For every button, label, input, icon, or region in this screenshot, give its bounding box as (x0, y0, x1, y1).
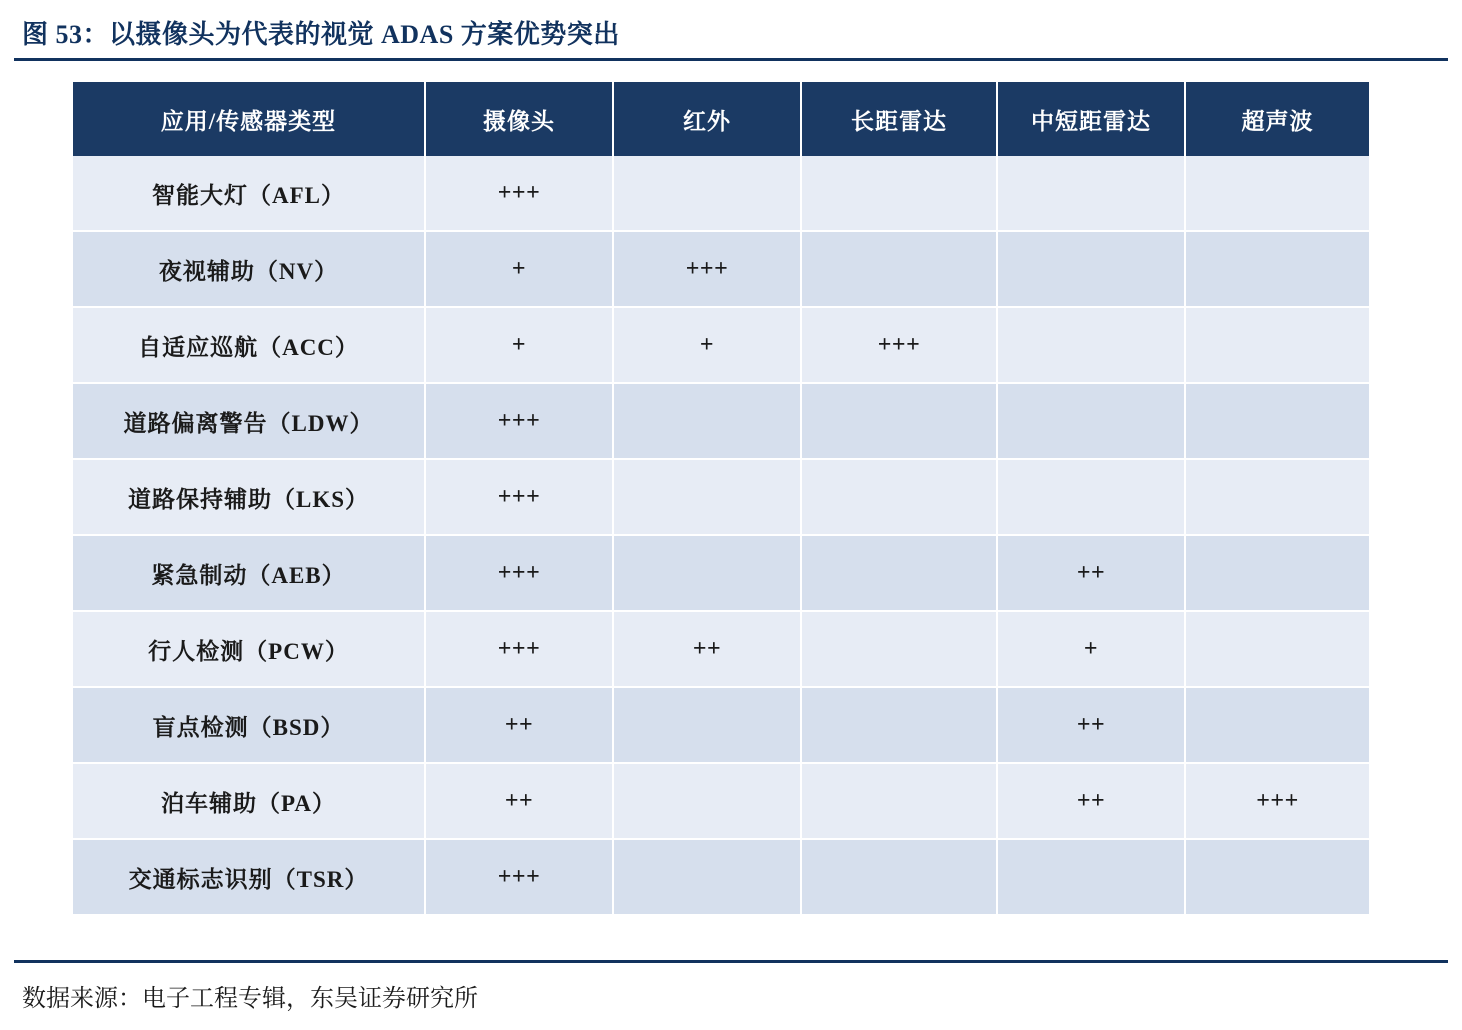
cell-ultrasonic (1185, 687, 1369, 763)
cell-camera: +++ (425, 383, 613, 459)
cell-long-range-radar (801, 231, 997, 307)
cell-camera: +++ (425, 611, 613, 687)
column-header-long-range-radar: 长距雷达 (801, 82, 997, 156)
cell-ultrasonic (1185, 535, 1369, 611)
cell-long-range-radar (801, 156, 997, 231)
cell-long-range-radar (801, 839, 997, 915)
table-row (73, 611, 1369, 687)
adas-table-container (73, 82, 1369, 916)
table-row (73, 535, 1369, 611)
table-row (73, 459, 1369, 535)
adas-comparison-table (73, 82, 1369, 916)
table-row (73, 307, 1369, 383)
cell-long-range-radar (801, 611, 997, 687)
cell-camera: +++ (425, 839, 613, 915)
top-divider (14, 58, 1448, 61)
row-label: 行人检测（PCW） (73, 611, 425, 687)
row-label: 道路偏离警告（LDW） (73, 383, 425, 459)
row-label: 道路保持辅助（LKS） (73, 459, 425, 535)
table-row (73, 231, 1369, 307)
cell-camera: +++ (425, 535, 613, 611)
table-body (73, 156, 1369, 915)
row-label: 交通标志识别（TSR） (73, 839, 425, 915)
cell-ultrasonic (1185, 459, 1369, 535)
cell-camera: ++ (425, 687, 613, 763)
cell-ultrasonic (1185, 383, 1369, 459)
table-row (73, 763, 1369, 839)
row-label: 盲点检测（BSD） (73, 687, 425, 763)
table-header-row (73, 82, 1369, 156)
cell-mid-short-radar: ++ (997, 535, 1185, 611)
column-header-infrared: 红外 (613, 82, 801, 156)
cell-camera: + (425, 231, 613, 307)
cell-camera: +++ (425, 459, 613, 535)
cell-mid-short-radar (997, 231, 1185, 307)
cell-ultrasonic (1185, 231, 1369, 307)
cell-camera: + (425, 307, 613, 383)
table-header (73, 82, 1369, 156)
table-row (73, 839, 1369, 915)
cell-long-range-radar (801, 687, 997, 763)
row-label: 自适应巡航（ACC） (73, 307, 425, 383)
cell-infrared (613, 383, 801, 459)
cell-long-range-radar (801, 535, 997, 611)
row-label: 紧急制动（AEB） (73, 535, 425, 611)
cell-mid-short-radar: + (997, 611, 1185, 687)
cell-ultrasonic (1185, 156, 1369, 231)
cell-mid-short-radar (997, 307, 1185, 383)
cell-infrared (613, 839, 801, 915)
column-header-camera: 摄像头 (425, 82, 613, 156)
row-label: 泊车辅助（PA） (73, 763, 425, 839)
cell-camera: ++ (425, 763, 613, 839)
cell-infrared: +++ (613, 231, 801, 307)
cell-camera: +++ (425, 156, 613, 231)
cell-mid-short-radar (997, 383, 1185, 459)
cell-mid-short-radar (997, 839, 1185, 915)
bottom-divider (14, 960, 1448, 963)
cell-long-range-radar (801, 459, 997, 535)
cell-infrared (613, 156, 801, 231)
cell-ultrasonic (1185, 611, 1369, 687)
table-row (73, 687, 1369, 763)
cell-infrared: + (613, 307, 801, 383)
column-header-application: 应用/传感器类型 (73, 82, 425, 156)
cell-infrared (613, 687, 801, 763)
cell-ultrasonic (1185, 307, 1369, 383)
cell-infrared (613, 535, 801, 611)
cell-mid-short-radar (997, 459, 1185, 535)
cell-infrared: ++ (613, 611, 801, 687)
cell-long-range-radar (801, 383, 997, 459)
cell-mid-short-radar (997, 156, 1185, 231)
row-label: 智能大灯（AFL） (73, 156, 425, 231)
source-note: 数据来源：电子工程专辑，东吴证券研究所 (22, 986, 478, 1012)
cell-ultrasonic: +++ (1185, 763, 1369, 839)
cell-long-range-radar: +++ (801, 307, 997, 383)
cell-mid-short-radar: ++ (997, 763, 1185, 839)
cell-long-range-radar (801, 763, 997, 839)
table-row (73, 383, 1369, 459)
page-title: 图 53：以摄像头为代表的视觉 ADAS 方案优势突出 (22, 20, 620, 49)
row-label: 夜视辅助（NV） (73, 231, 425, 307)
column-header-ultrasonic: 超声波 (1185, 82, 1369, 156)
cell-infrared (613, 459, 801, 535)
cell-ultrasonic (1185, 839, 1369, 915)
cell-infrared (613, 763, 801, 839)
table-row (73, 156, 1369, 231)
column-header-mid-short-radar: 中短距雷达 (997, 82, 1185, 156)
cell-mid-short-radar: ++ (997, 687, 1185, 763)
